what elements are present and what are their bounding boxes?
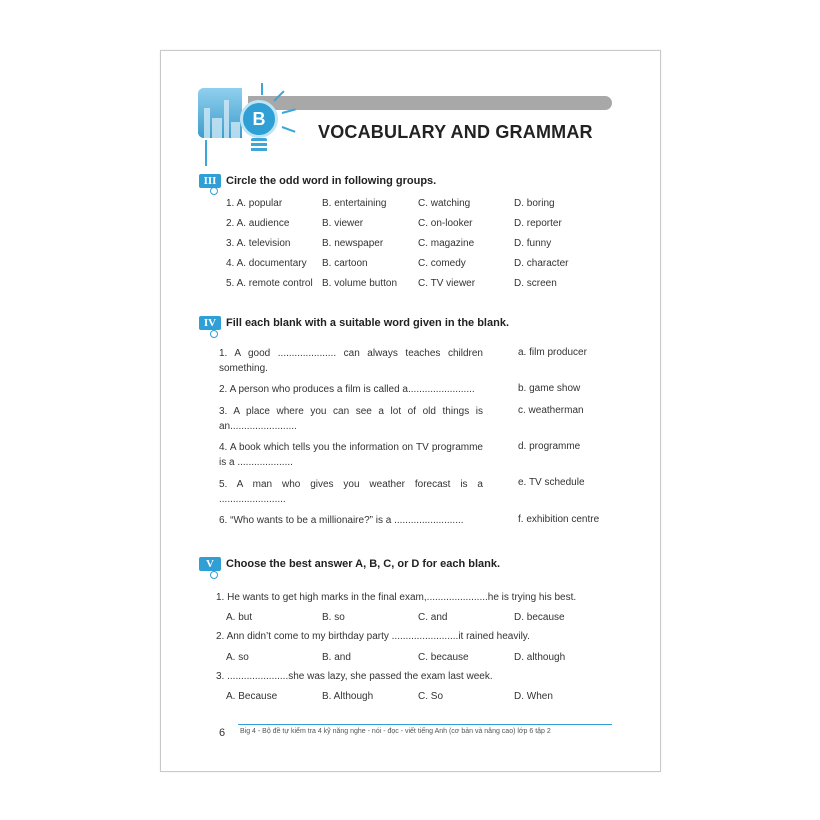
option-cell: B. newspaper (322, 238, 384, 249)
option-cell: C. magazine (418, 238, 475, 249)
option-cell: D. because (514, 612, 565, 623)
option-cell: D. character (514, 258, 569, 269)
section-badge: III (199, 174, 221, 188)
answer-option: e. TV schedule (518, 477, 585, 488)
option-cell: 1. A. popular (226, 198, 283, 209)
option-cell: B. so (322, 612, 345, 623)
bulb-base (251, 138, 267, 152)
option-cell: D. When (514, 691, 553, 702)
section-letter-bulb-icon: B (240, 100, 278, 138)
answer-option: f. exhibition centre (518, 514, 600, 525)
question-text: 2. A person who produces a film is called a........................ (219, 384, 475, 395)
section-title: Circle the odd word in following groups. (226, 175, 437, 187)
header-photo (198, 88, 242, 138)
option-cell: D. boring (514, 198, 555, 209)
section-title: Fill each blank with a suitable word given in the blank. (226, 317, 509, 329)
light-ray (261, 83, 263, 95)
option-cell: 4. A. documentary (226, 258, 307, 269)
option-cell: C. because (418, 652, 469, 663)
question-text: 3. ......................she was lazy, she passed the exam last week. (216, 671, 493, 682)
option-cell: D. screen (514, 278, 557, 289)
footer-caption: Big 4 - Bộ đề tự kiểm tra 4 kỹ năng nghe - nói - đọc - viết tiếng Anh (cơ bản và nâng cao) lớp 6 tập 2 (240, 728, 551, 735)
option-cell: A. Because (226, 691, 278, 702)
question-text: 2. Ann didn’t come to my birthday party ........................it rained heavily. (216, 631, 530, 642)
question-text: 1. He wants to get high marks in the final exam,......................he is trying his best. (216, 592, 577, 603)
option-cell: C. comedy (418, 258, 466, 269)
header-connector (205, 140, 207, 166)
answer-option: c. weatherman (518, 405, 584, 416)
section-badge: IV (199, 316, 221, 330)
option-cell: A. but (226, 612, 253, 623)
question-text: 1. A good ..................... can always teaches children something. (219, 348, 483, 374)
option-cell: C. and (418, 612, 448, 623)
question-text: 3. A place where you can see a lot of old things is an........................ (219, 406, 483, 432)
option-cell: A. so (226, 652, 249, 663)
question-text: 6. “Who wants to be a millionaire?” is a ......................... (219, 515, 464, 526)
option-cell: 2. A. audience (226, 218, 290, 229)
badge-dot-icon (210, 187, 218, 195)
option-cell: B. viewer (322, 218, 364, 229)
question-text: 4. A book which tells you the information on TV programme is a .................... (219, 442, 483, 468)
option-cell: B. Although (322, 691, 374, 702)
option-cell: B. entertaining (322, 198, 387, 209)
option-cell: D. reporter (514, 218, 562, 229)
answer-option: a. film producer (518, 347, 587, 358)
badge-dot-icon (210, 571, 218, 579)
option-cell: 5. A. remote control (226, 278, 313, 289)
option-cell: D. although (514, 652, 566, 663)
footer-rule (238, 724, 612, 725)
answer-option: b. game show (518, 383, 581, 394)
option-cell: B. cartoon (322, 258, 368, 269)
header-bar (248, 96, 612, 110)
section-title: Choose the best answer A, B, C, or D for each blank. (226, 558, 501, 570)
question-text: 5. A man who gives you weather forecast is a ........................ (219, 479, 483, 505)
option-cell: C. So (418, 691, 444, 702)
page-number: 6 (219, 727, 226, 739)
option-cell: B. and (322, 652, 351, 663)
option-cell: C. TV viewer (418, 278, 476, 289)
option-cell: D. funny (514, 238, 552, 249)
badge-dot-icon (210, 330, 218, 338)
option-cell: B. volume button (322, 278, 398, 289)
option-cell: C. watching (418, 198, 471, 209)
option-cell: C. on-looker (418, 218, 473, 229)
section-badge: V (199, 557, 221, 571)
answer-option: d. programme (518, 441, 581, 452)
option-cell: 3. A. television (226, 238, 291, 249)
page-title: VOCABULARY AND GRAMMAR (318, 122, 593, 142)
